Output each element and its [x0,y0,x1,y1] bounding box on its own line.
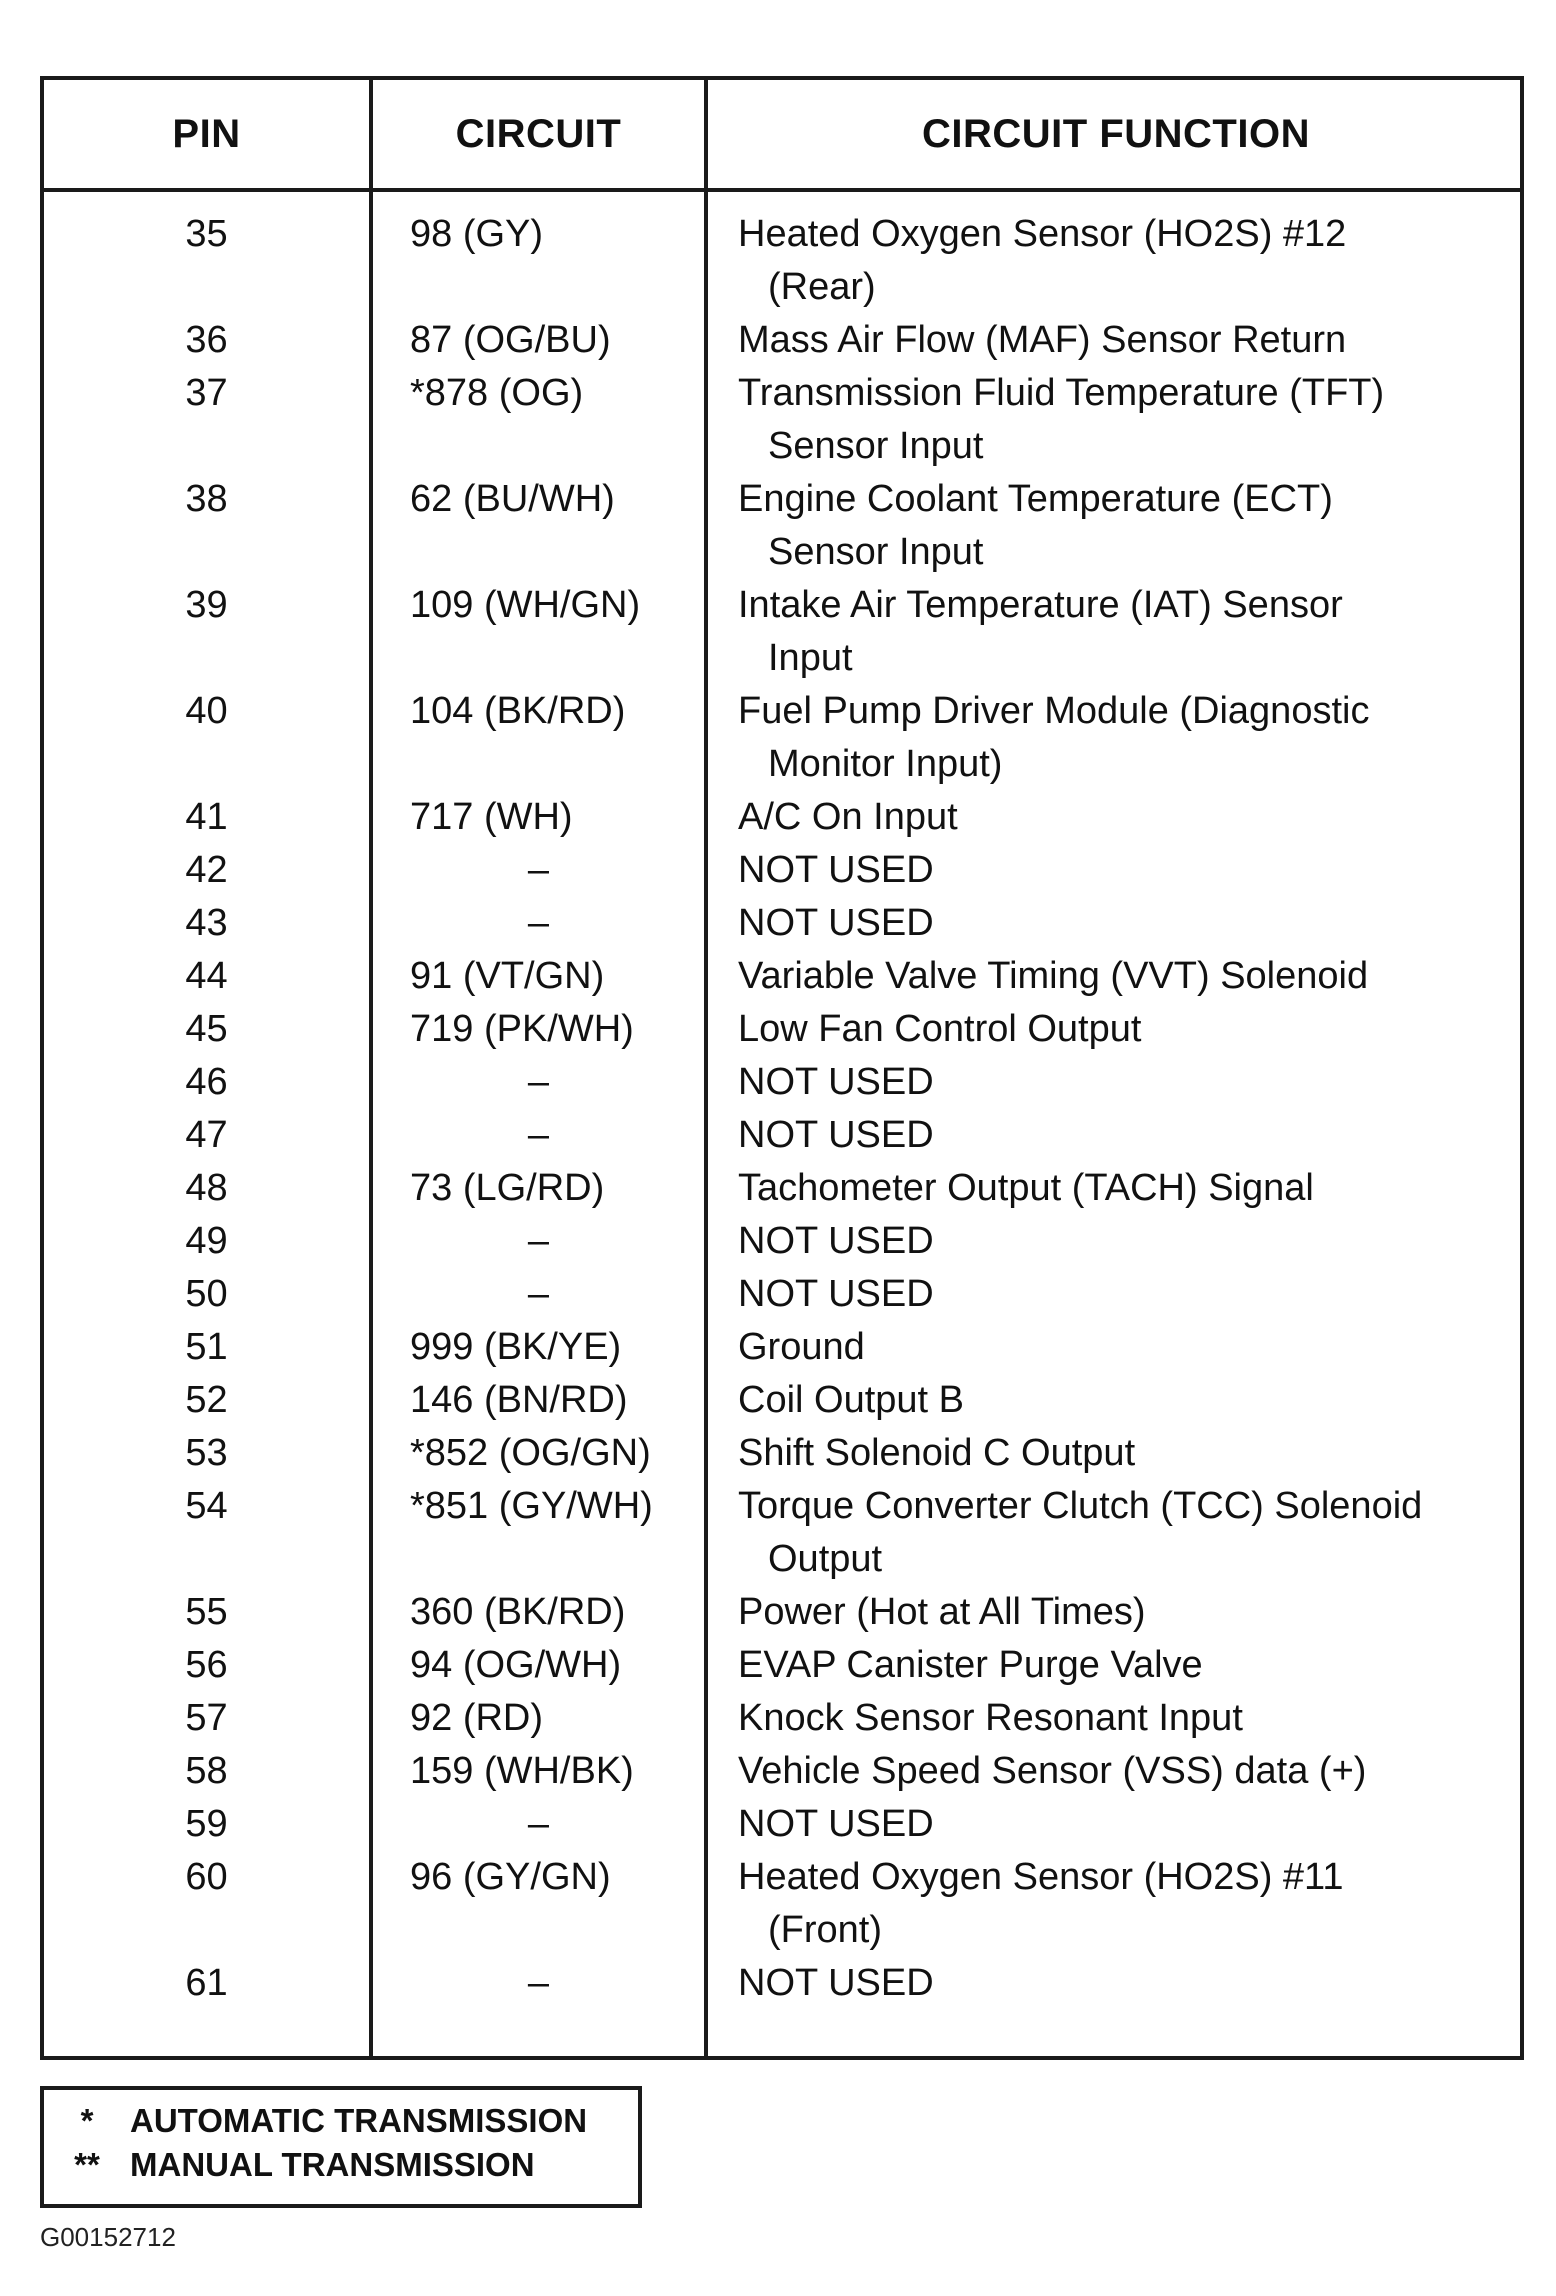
figure-id: G00152712 [40,2222,176,2252]
function-cell [738,1480,1518,1586]
function-line: Low Fan Control Output [738,1008,1142,1050]
pin-cell: 42 [185,849,228,891]
header-divider [44,188,1520,192]
function-cell [738,1215,1518,1268]
circuit-cell: – [527,1220,550,1262]
circuit-cell: 87 (OG/BU) [410,319,611,361]
table-row [44,791,1520,844]
table-row [44,208,1520,314]
function-line: Engine Coolant Temperature (ECT) [738,478,1333,520]
legend-mark: * [80,2102,94,2139]
function-line: Variable Valve Timing (VVT) Solenoid [738,955,1369,997]
function-cell [738,1374,1518,1427]
legend-text: AUTOMATIC TRANSMISSION [130,2102,588,2139]
circuit-cell: 109 (WH/GN) [410,584,641,626]
function-line: Mass Air Flow (MAF) Sensor Return [738,319,1347,361]
function-line: Intake Air Temperature (IAT) Sensor [738,584,1343,626]
table-row [44,1056,1520,1109]
circuit-cell: 104 (BK/RD) [410,690,626,732]
function-line: Output [768,1538,883,1580]
legend-item-manual [44,2146,535,2184]
pin-cell: 60 [185,1856,228,1898]
function-cell [738,1639,1518,1692]
table-row [44,950,1520,1003]
circuit-cell: 91 (VT/GN) [410,955,605,997]
table-row [44,1639,1520,1692]
function-cell [738,367,1518,473]
table-row [44,1162,1520,1215]
function-cell [738,844,1518,897]
table-row [44,1268,1520,1321]
circuit-cell: – [527,1061,550,1103]
function-cell [738,1427,1518,1480]
header-circuit-function: CIRCUIT FUNCTION [922,111,1310,156]
circuit-cell: *878 (OG) [410,372,584,414]
table-row [44,1692,1520,1745]
function-line: Power (Hot at All Times) [738,1591,1146,1633]
function-line: NOT USED [738,1803,934,1845]
circuit-cell: – [527,1114,550,1156]
function-cell [738,473,1518,579]
function-line: NOT USED [738,1061,934,1103]
function-cell [738,1268,1518,1321]
circuit-cell: – [527,1962,550,2004]
circuit-cell: 96 (GY/GN) [410,1856,611,1898]
function-line: (Front) [768,1909,882,1951]
header-circuit: CIRCUIT [455,111,622,156]
function-cell [738,897,1518,950]
function-line: Ground [738,1326,865,1368]
function-line: NOT USED [738,1273,934,1315]
table-row [44,1745,1520,1798]
legend-text: MANUAL TRANSMISSION [130,2146,535,2183]
table-row [44,1321,1520,1374]
pin-cell: 57 [185,1697,228,1739]
circuit-cell: – [527,1273,550,1315]
pin-cell: 35 [185,213,228,255]
function-line: NOT USED [738,902,934,944]
legend-item-automatic [44,2102,587,2140]
function-line: Transmission Fluid Temperature (TFT) [738,372,1385,414]
table-row [44,473,1520,579]
pin-cell: 58 [185,1750,228,1792]
pin-cell: 38 [185,478,228,520]
table-row [44,1851,1520,1957]
function-cell [738,1003,1518,1056]
function-line: Tachometer Output (TACH) Signal [738,1167,1314,1209]
pin-cell: 54 [185,1485,228,1527]
table-row [44,1798,1520,1851]
circuit-cell: – [527,902,550,944]
function-line: Vehicle Speed Sensor (VSS) data (+) [738,1750,1367,1792]
table-row [44,1586,1520,1639]
circuit-cell: 98 (GY) [410,213,544,255]
function-cell [738,685,1518,791]
function-cell [738,1745,1518,1798]
function-cell [738,1056,1518,1109]
header-pin: PIN [172,111,241,156]
table-row [44,1215,1520,1268]
function-cell [738,1957,1518,2010]
pin-cell: 43 [185,902,228,944]
table-row [44,1427,1520,1480]
function-cell [738,1109,1518,1162]
pin-cell: 39 [185,584,228,626]
table-row [44,1109,1520,1162]
function-cell [738,1851,1518,1957]
function-line: (Rear) [768,266,876,308]
pin-cell: 51 [185,1326,228,1368]
pin-cell: 55 [185,1591,228,1633]
pin-cell: 50 [185,1273,228,1315]
table-row [44,1003,1520,1056]
circuit-cell: *852 (OG/GN) [410,1432,651,1474]
function-cell [738,1586,1518,1639]
pin-cell: 44 [185,955,228,997]
function-line: Input [768,637,853,679]
function-line: Fuel Pump Driver Module (Diagnostic [738,690,1370,732]
table-body [44,208,1520,2010]
function-cell [738,791,1518,844]
pin-cell: 53 [185,1432,228,1474]
pin-cell: 37 [185,372,228,414]
circuit-cell: 94 (OG/WH) [410,1644,622,1686]
legend [40,2086,642,2208]
pin-cell: 36 [185,319,228,361]
function-line: Heated Oxygen Sensor (HO2S) #11 [738,1856,1344,1898]
pin-cell: 48 [185,1167,228,1209]
function-line: NOT USED [738,1114,934,1156]
function-line: A/C On Input [738,796,958,838]
pin-cell: 40 [185,690,228,732]
pin-cell: 52 [185,1379,228,1421]
table-row [44,579,1520,685]
circuit-cell: 717 (WH) [410,796,573,838]
function-cell [738,1321,1518,1374]
function-line: NOT USED [738,1220,934,1262]
function-line: Monitor Input) [768,743,1003,785]
connector-pinout-table [40,76,1524,2060]
function-line: NOT USED [738,849,934,891]
pin-cell: 49 [185,1220,228,1262]
table-row [44,1957,1520,2010]
table-row [44,314,1520,367]
circuit-cell: – [527,849,550,891]
function-line: Sensor Input [768,531,984,573]
table-row [44,367,1520,473]
function-cell [738,1692,1518,1745]
function-line: EVAP Canister Purge Valve [738,1644,1203,1686]
circuit-cell: 719 (PK/WH) [410,1008,634,1050]
circuit-cell: 999 (BK/YE) [410,1326,622,1368]
pin-cell: 41 [185,796,228,838]
function-line: Knock Sensor Resonant Input [738,1697,1243,1739]
circuit-cell: *851 (GY/WH) [410,1485,653,1527]
circuit-cell: 92 (RD) [410,1697,544,1739]
table-row [44,1374,1520,1427]
circuit-cell: 159 (WH/BK) [410,1750,634,1792]
function-line: Shift Solenoid C Output [738,1432,1136,1474]
table-row [44,844,1520,897]
pin-cell: 47 [185,1114,228,1156]
table-row [44,897,1520,950]
pin-cell: 59 [185,1803,228,1845]
circuit-cell: 73 (LG/RD) [410,1167,605,1209]
table-row [44,685,1520,791]
function-line: NOT USED [738,1962,934,2004]
circuit-cell: – [527,1803,550,1845]
pin-cell: 56 [185,1644,228,1686]
legend-mark: ** [74,2146,100,2183]
function-cell [738,208,1518,314]
pin-cell: 46 [185,1061,228,1103]
function-cell [738,1798,1518,1851]
circuit-cell: 360 (BK/RD) [410,1591,626,1633]
function-line: Heated Oxygen Sensor (HO2S) #12 [738,213,1347,255]
function-line: Sensor Input [768,425,984,467]
table-row [44,1480,1520,1586]
function-line: Coil Output B [738,1379,964,1421]
circuit-cell: 146 (BN/RD) [410,1379,628,1421]
function-line: Torque Converter Clutch (TCC) Solenoid [738,1485,1423,1527]
function-cell [738,314,1518,367]
pin-cell: 45 [185,1008,228,1050]
pin-cell: 61 [185,1962,228,2004]
circuit-cell: 62 (BU/WH) [410,478,615,520]
function-cell [738,579,1518,685]
function-cell [738,1162,1518,1215]
function-cell [738,950,1518,1003]
